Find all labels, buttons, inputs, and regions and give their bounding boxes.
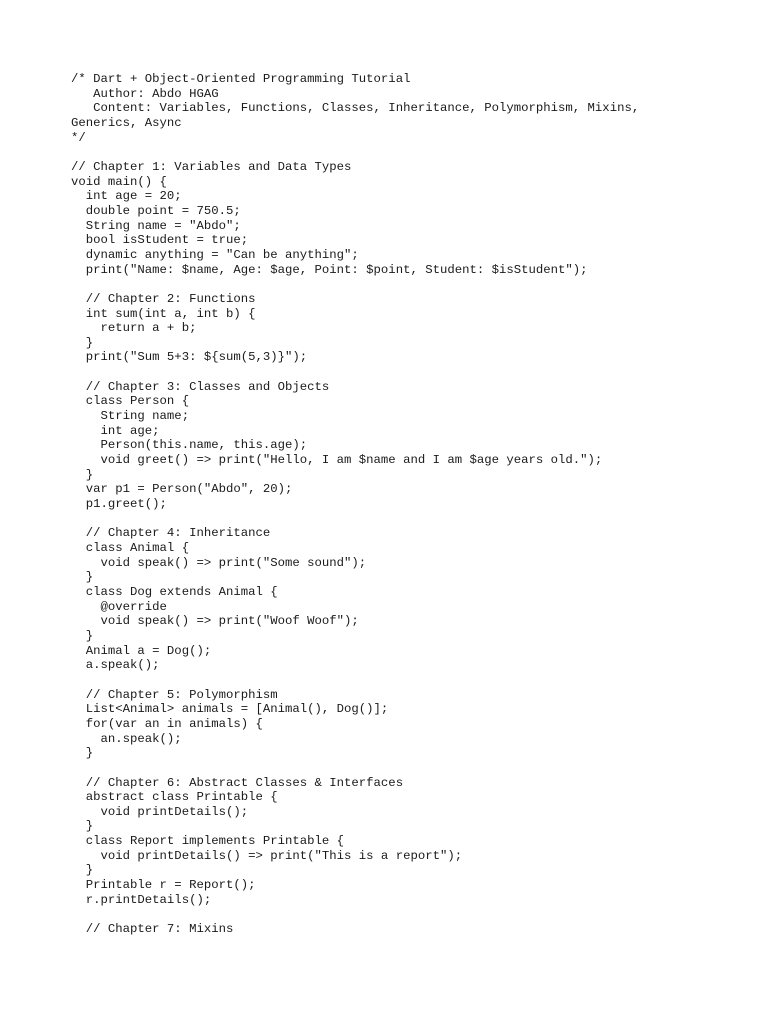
code-line: for(var an in animals) {	[71, 716, 263, 731]
code-line: print("Name: $name, Age: $age, Point: $point, Student: $isStudent");	[71, 262, 588, 277]
code-line: // Chapter 2: Functions	[71, 291, 256, 306]
blank-line	[71, 145, 711, 160]
code-line: // Chapter 3: Classes and Objects	[71, 379, 330, 394]
code-line: @override	[71, 599, 167, 614]
code-line: void main() {	[71, 174, 167, 189]
document-page	[71, 72, 711, 937]
code-line: Author: Abdo HGAG	[71, 86, 219, 101]
code-line: p1.greet();	[71, 497, 167, 512]
code-line: int age = 20;	[71, 189, 182, 204]
code-line: print("Sum 5+3: ${sum(5,3)}");	[71, 350, 308, 365]
blank-line	[71, 365, 711, 380]
code-line: Generics, Async	[71, 115, 182, 130]
code-line: abstract class Printable {	[71, 790, 278, 805]
code-line: double point = 750.5;	[71, 203, 241, 218]
code-line: int age;	[71, 423, 160, 438]
code-line: return a + b;	[71, 321, 197, 336]
code-line: }	[71, 335, 94, 350]
code-line: class Person {	[71, 394, 190, 409]
code-line: class Animal {	[71, 541, 190, 555]
code-line: dynamic anything = "Can be anything";	[71, 247, 359, 262]
code-line: // Chapter 5: Polymorphism	[71, 687, 278, 702]
code-line: void speak() => print("Some sound");	[71, 555, 367, 570]
code-line: r.printDetails();	[71, 892, 212, 907]
blank-line	[71, 673, 711, 688]
blank-line	[71, 512, 711, 527]
blank-line	[71, 277, 711, 292]
code-line: List<Animal> animals = [Animal(), Dog()];	[71, 702, 389, 717]
code-line: }	[71, 819, 94, 834]
code-line: void printDetails() => print("This is a report");	[71, 848, 463, 863]
code-line: // Chapter 6: Abstract Classes & Interfaces	[71, 775, 404, 790]
blank-line	[71, 907, 711, 922]
code-line: }	[71, 570, 94, 585]
code-line: String name;	[71, 409, 190, 424]
code-line: Content: Variables, Functions, Classes, Inheritance, Polymorphism, Mixins,	[71, 101, 640, 116]
code-line: a.speak();	[71, 658, 160, 673]
code-line: int sum(int a, int b) {	[71, 306, 256, 321]
code-line: void greet() => print("Hello, I am $name and I am $age years old.");	[71, 453, 603, 468]
code-line: // Chapter 1: Variables and Data Types	[71, 159, 352, 174]
code-line: void speak() => print("Woof Woof");	[71, 614, 359, 629]
code-line: class Dog extends Animal {	[71, 584, 278, 599]
code-line: /* Dart + Object-Oriented Programming Tutorial	[71, 72, 411, 86]
code-line: Animal a = Dog();	[71, 643, 212, 658]
code-line: void printDetails();	[71, 804, 249, 819]
code-line: */	[71, 130, 86, 145]
code-line: // Chapter 4: Inheritance	[71, 526, 271, 541]
code-listing	[71, 72, 711, 937]
code-line: }	[71, 863, 94, 878]
code-line: // Chapter 7: Mixins	[71, 922, 234, 937]
blank-line	[71, 761, 711, 776]
code-line: an.speak();	[71, 731, 182, 746]
code-line: Person(this.name, this.age);	[71, 438, 308, 453]
code-line: String name = "Abdo";	[71, 218, 241, 233]
code-line: }	[71, 467, 94, 482]
code-line: var p1 = Person("Abdo", 20);	[71, 482, 293, 497]
code-line: Printable r = Report();	[71, 878, 256, 893]
code-line: }	[71, 628, 94, 643]
code-line: bool isStudent = true;	[71, 233, 249, 248]
code-line: class Report implements Printable {	[71, 834, 345, 849]
code-line: }	[71, 746, 94, 761]
